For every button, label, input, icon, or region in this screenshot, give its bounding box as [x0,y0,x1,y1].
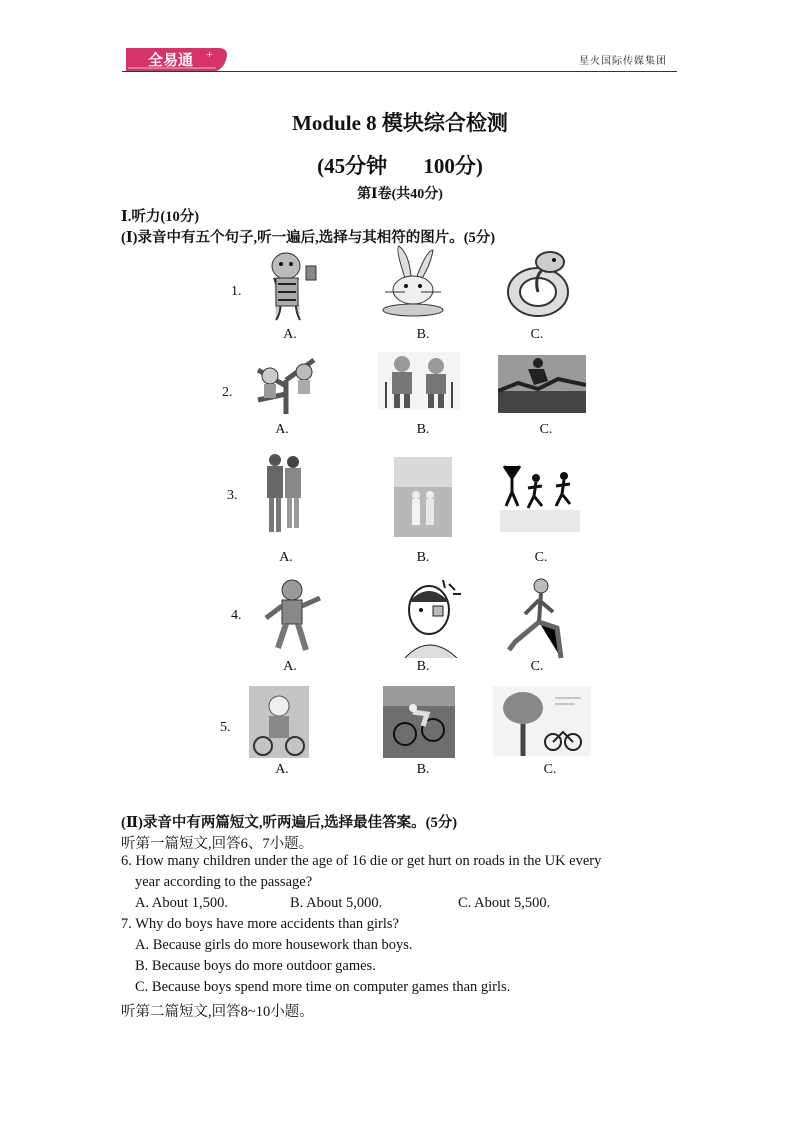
boy-dancing-icon [262,578,324,658]
passage2-intro: 听第二篇短文,回答8~10小题。 [121,1004,314,1020]
logo-text: 全易通 [148,51,194,69]
option-label: B. [416,550,430,565]
kids-in-tree-icon [248,350,324,414]
question-6-stem-continued: year according to the passage? [135,874,313,890]
boy-eye-pain-icon [397,580,465,658]
question-number: 3. [227,488,238,503]
passage1-intro: 听第一篇短文,回答6、7小题。 [121,836,314,852]
rabbit-cartoon-icon [375,244,455,319]
option-label: B. [416,659,430,674]
option-label: A. [283,327,297,342]
question-7-option-c: C. Because boys spend more time on computer games than girls. [135,979,511,995]
elderly-hikers-icon [378,352,460,410]
page-title: Module 8 模块综合检测 [292,111,508,135]
question-7-option-b: B. Because boys do more outdoor games. [135,958,376,974]
couple-standing-icon [263,452,305,534]
volume-heading: 第Ⅰ卷(共40分) [357,187,443,202]
option-label: C. [530,327,544,342]
old-couple-beach-icon [394,457,452,537]
option-label: A. [275,422,289,437]
option-label: C. [530,659,544,674]
part1-instructions: (Ⅰ)录音中有五个句子,听一遍后,选择与其相符的图片。(5分) [121,230,496,246]
man-hurt-leg-icon [505,578,567,660]
bike-accident-icon [383,686,455,758]
question-number: 5. [220,720,231,735]
option-label: A. [283,659,297,674]
part2-instructions: (Ⅱ)录音中有两篇短文,听两遍后,选择最佳答案。(5分) [121,815,458,831]
question-7-option-a: A. Because girls do more housework than boys. [135,937,413,953]
question-7-stem: 7. Why do boys have more accidents than girls? [121,916,399,932]
option-label: A. [275,762,289,777]
tiger-cartoon-icon [256,246,326,324]
option-label: B. [416,422,430,437]
option-label: C. [543,762,557,777]
option-label: A. [279,550,293,565]
question-6-option-a: A. About 1,500. [135,895,229,911]
header-divider [122,71,677,72]
brand-logo [122,46,230,74]
question-number: 1. [231,284,242,299]
exam-duration-score: (45分钟 100分) [317,154,483,178]
snake-cartoon-icon [498,248,576,322]
question-6-stem: 6. How many children under the age of 16 die or get hurt on roads in the UK every [121,853,602,869]
question-6-option-b: B. About 5,000. [290,895,383,911]
option-label: C. [534,550,548,565]
question-number: 2. [222,385,233,400]
bike-under-tree-icon [493,686,591,756]
runners-silhouette-icon [500,460,580,532]
section-heading-listening: Ⅰ.听力(10分) [121,209,200,225]
question-6-option-c: C. About 5,500. [458,895,551,911]
child-bicycle-icon [249,686,309,758]
publisher-name: 星火国际传媒集团 [579,56,667,67]
option-label: C. [539,422,553,437]
question-number: 4. [231,608,242,623]
svg-text:+: + [206,50,213,59]
great-wall-climber-icon [498,355,586,413]
option-label: B. [416,762,430,777]
option-label: B. [416,327,430,342]
